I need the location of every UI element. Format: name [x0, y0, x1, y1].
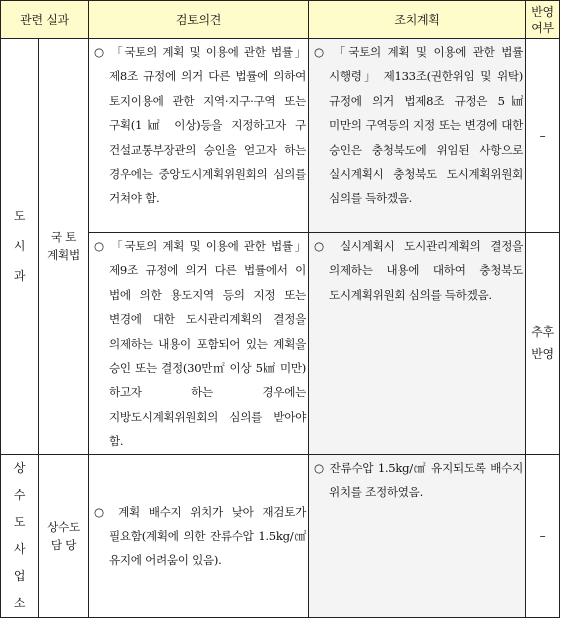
action-cell: ○ 「국토의 계획 및 이용에 관한 법률 시행령」 제133조(권한위임 및 위탁) 규정에 의거 법제8조 규정은 5㎢ 미만의 구역등의 지정 또는 변경에 대한 승인은 충청북도에 위임된 사항으로 실시계획시 충청북도 도시계획위원회 심의를 득하겠음. — [309, 39, 526, 233]
reflect-cell: – — [526, 39, 560, 233]
header-row — [1, 1, 560, 39]
action-cell: ○ 실시계획시 도시관리계획의 결정을 의제하는 내용에 대하여 충청북도 도시계획위원회 심의를 득하겠음. — [309, 233, 526, 455]
action-cell: ○ 잔류수압 1.5kg/㎠ 유지되도록 배수지 위치를 조정하였음. — [309, 454, 526, 617]
header-action: 조치계획 — [309, 1, 526, 39]
table-row — [1, 39, 560, 233]
header-review: 검토의견 — [89, 1, 309, 39]
review-cell: ○ 「국토의 계획 및 이용에 관한 법률」 제9조 규정에 의거 다른 법률에서 이 법에 의한 용도지역 등의 지정 또는 변경에 대한 도시관리계획의 결정을 의제하는 내용이 포함되어 있는 계획을 승인 또는 결정(30만㎡ 이상 5㎢ 미만)하고자 하는 경우에는 지방도시계획위원회의 심의를 받아야 함. — [89, 233, 309, 455]
header-reflect-line2: 여부 — [531, 20, 554, 35]
reflect-cell: – — [526, 454, 560, 617]
dept-cell-city: 도 시 과 — [1, 39, 39, 455]
law-cell-water: 상수도 담 당 — [39, 454, 89, 617]
law-cell-national: 국 토 계획법 — [39, 39, 89, 455]
header-dept: 관련 실과 — [1, 1, 89, 39]
reflect-cell: 추후 반영 — [526, 233, 560, 455]
review-cell: ○ 「국토의 계획 및 이용에 관한 법률」 제8조 규정에 의거 다른 법률에 의하여 토지이용에 관한 지역·지구·구역 또는 구획(1㎢ 이상)등을 지정하고자 구 건설교통부장관의 승인을 얻고자 하는 경우에는 중앙도시계획위원회의 심의를 거쳐야 함. — [89, 39, 309, 233]
header-reflect-line1: 반영 — [531, 4, 554, 19]
header-reflect — [526, 1, 560, 39]
review-cell: ○ 계획 배수지 위치가 낮아 재검토가 필요함(계획에 의한 잔류수압 1.5kg/㎠ 유지에 어려움이 있음). — [89, 454, 309, 617]
table-row — [1, 454, 560, 617]
dept-cell-water: 상 수 도 사 업 소 — [1, 454, 39, 617]
